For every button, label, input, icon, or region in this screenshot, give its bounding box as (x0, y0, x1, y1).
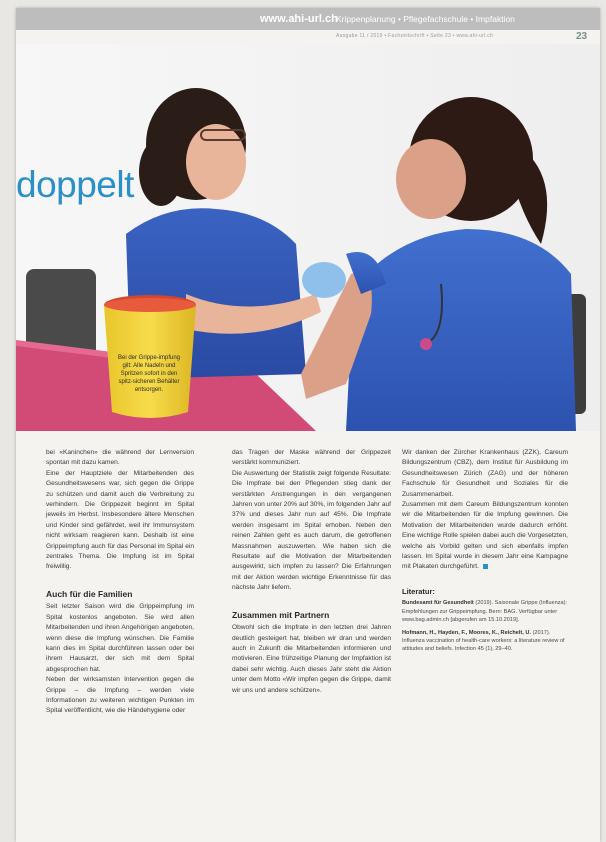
header-bar (16, 8, 600, 30)
end-of-article-icon (483, 564, 488, 569)
vaccination-photo (16, 44, 600, 431)
col2-paragraph-1: das Tragen der Maske während der Grippezeit verstärkt kommuniziert. (232, 449, 391, 467)
text-column-2 (232, 448, 391, 696)
col1-paragraph-4: Neben der wirksamsten Intervention gegen die Grippe – die Impfung – werden viele Informationen zu weiteren wichtigen Punkten im Spital veröffentlicht, wie die Händehygiene oder (46, 676, 194, 715)
col3-paragraph-2-text: Zusammen mit dem Careum Bildungszentrum konnten wir die Mitarbeitenden für die Impfung gewinnen. Die Motivation der Mitarbeitenden wurde dadurch erhöht. Eine wichtige Rolle spielen dabei auch die Vorgesetzten, welche als Vorbild gelten und sich ebenfalls impfen lassen. Im Spital wurde in diesem Jahr eine Kampagne mit Plakaten durchgeführt. (402, 501, 568, 571)
col3-paragraph-1: Wir danken der Zürcher Krankenhaus (ZZK), Careum Bildungszentrum (CBZ), dem Institut für Ausbildung im Gesundheitswesen Zürich (ZAG) und der höheren Fachschule für Gesundheit und Soziales für die Zusammenarbeit. (402, 449, 568, 498)
text-column-1 (46, 448, 194, 717)
photo-caption-box (116, 354, 182, 394)
literature-entry-1 (402, 599, 568, 624)
literature-heading: Literatur: (402, 586, 435, 596)
header-meta: Ausgabe 11 / 2019 • Fachzeitschrift • Seite 23 • www.ahi-url.ch (336, 33, 494, 39)
literature-entry-1-text: (2019). Saisonale Grippe (Influenza): Empfehlungen zur Grippeimpfung. Bern: BAG. Verfügbar unter www.bag.admin.ch [abgerufen am 15.10.2019]. (402, 600, 568, 624)
col1-paragraph-2: Eine der Hauptziele der Mitarbeitenden des Gesundheitswesens war, sich gegen die Grippe zu schützen und damit auch die Verbreitung zu verhindern. Die Grippezeit beginnt im Spital jeweils im Herbst. Insbesondere ältere Menschen und Kinder sind gefährdet, weil ihr Immunsystem nicht wirksam reagieren kann. Deshalb ist eine Grippeimpfung auch für das Personal im Spital ein zentrales Thema. Die Impfung ist im Spital freiwillig. (46, 469, 194, 571)
col1-paragraph-1: bei «Kaninchen» die während der Lernversion spontan mit dazu kamen. (46, 449, 194, 467)
col2-paragraph-3: Obwohl sich die Impfrate in den letzten drei Jahren deutlich gesteigert hat, bleiben wir dran und werden auch in Zukunft die Mitarbeitenden informieren und motivieren. Eine frühzeitige Planung der Impfaktion ist dabei sehr wichtig. Auch dieses Jahr steht die Aktion unter dem Motto «Wir impfen gegen die Grippe, damit wir uns und andere schützen». (232, 624, 391, 694)
photo-illustration (16, 44, 600, 431)
col1-paragraph-3: Seit letzter Saison wird die Grippeimpfung im Spital kostenlos angeboten. Sie wird allen Mitarbeitenden und ihren Angehörigen angeboten, wenn diese die Impfung wünschen. Die Familie kann dies im Spital durchführen lassen oder bei ihrem Hausarzt, der sich mit dem Spital abgesprochen hat. (46, 603, 194, 673)
literature-entry-2-text: (2017). Influenza vaccination of health-care workers: a literature review of attitudes and beliefs. Infection 45 (1), 29–40. (402, 629, 565, 653)
col2-paragraph-2: Die Auswertung der Statistik zeigt folgende Resultate: Die Impfrate bei den Pflegenden stieg dank der verstärkten Anstrengungen in den vergangenen Jahren von unter 20% auf 30%, im folgenden Jahr auf 37% und dieses Jahr nun auf 45%. Die Impfrate werden insgesamt im Spital erhoben. Neben den reinen Zahlen geht es auch darum, die getroffenen Massnahmen auszuwerten. Wie haben sich die Resultate auf die Motivation der Mitarbeitenden ausgewirkt, sich impfen zu lassen? Die Erfahrungen mit der Aktion werden wichtige Erkenntnisse für das nächste Jahr liefern. (232, 469, 391, 592)
literature-entry-1-author: Bundesamt für Gesundheit (402, 600, 474, 607)
article-headline: doppelt (16, 164, 134, 205)
page-number: 23 (576, 31, 588, 42)
literature-entry-2 (402, 629, 568, 654)
header-url[interactable]: www.ahi-url.ch (260, 13, 338, 25)
magazine-page (16, 8, 600, 842)
text-column-3 (402, 448, 568, 658)
col2-subheading: Zusammen mit Partnern (232, 609, 330, 620)
literature-entry-2-author: Hofmann, H., Hayden, F., Moores, K., Reichelt, U. (402, 629, 531, 636)
col1-subheading: Auch für die Familien (46, 588, 133, 599)
photo-caption: Bei der Grippe-impfung gilt: Alle Nadeln und Spritzen sofort in den spitz-sicheren Behälter entsorgen. (117, 355, 181, 393)
breadcrumb: Krippenplanung • Pflegefachschule • Impfaktion (336, 14, 515, 24)
col3-paragraph-2 (402, 500, 568, 573)
